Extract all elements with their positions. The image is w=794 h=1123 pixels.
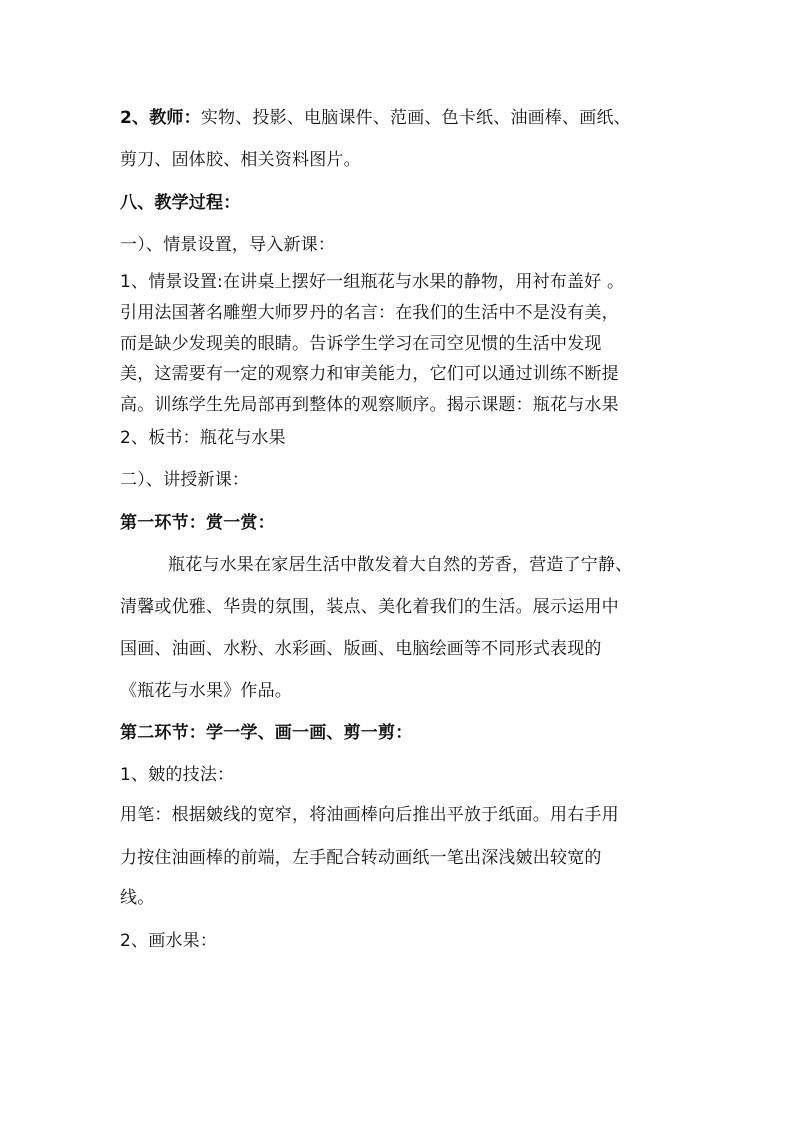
stage1-paragraph-line: 《瓶花与水果》作品。 <box>120 681 292 701</box>
stage2-brush-paragraph-line: 线。 <box>120 888 155 908</box>
part1-paragraph-line: 美，这需要有一定的观察力和审美能力，它们可以通过训练不断提 <box>120 364 619 384</box>
part1-blackboard-item: 2、板书：瓶花与水果 <box>120 428 286 448</box>
part1-paragraph-line: 而是缺少发现美的眼睛。告诉学生学习在司空见惯的生活中发现 <box>120 334 602 354</box>
teacher-materials-line-1 <box>120 108 631 128</box>
stage1-paragraph-line: 瓶花与水果在家居生活中散发着大自然的芳香，营造了宁静、 <box>168 555 633 575</box>
teacher-label: 2、教师： <box>120 108 201 128</box>
teacher-materials-text-1: 实物、投影、电脑课件、范画、色卡纸、油画棒、画纸、 <box>200 108 631 128</box>
part1-paragraph-line: 1、情景设置:在讲桌上摆好一组瓶花与水果的静物，用衬布盖好 。 <box>120 272 625 292</box>
stage2-heading: 第二环节：学一学、画一画、剪一剪： <box>120 723 413 743</box>
stage2-technique-item: 1、皴的技法： <box>120 765 235 785</box>
part1-paragraph-line: 高。训练学生先局部再到整体的观察顺序。揭示课题：瓶花与水果 <box>120 395 619 415</box>
stage2-brush-paragraph-line: 用笔：根据皴线的宽窄，将油画棒向后推出平放于纸面。用右手用 <box>120 805 619 825</box>
stage2-brush-paragraph-line: 力按住油画棒的前端，左手配合转动画纸一笔出深浅皴出较宽的 <box>120 848 602 868</box>
teacher-materials-line-2: 剪刀、固体胶、相关资料图片。 <box>120 150 361 170</box>
stage1-paragraph-line: 国画、油画、水粉、水彩画、版画、电脑绘画等不同形式表现的 <box>120 639 602 659</box>
stage2-fruit-item: 2、画水果： <box>120 931 218 951</box>
part1-paragraph-line: 引用法国著名雕塑大师罗丹的名言：在我们的生活中不是没有美， <box>120 303 619 323</box>
stage1-paragraph-line: 清馨或优雅、华贵的氛围，装点、美化着我们的生活。展示运用中 <box>120 597 619 617</box>
part1-heading: 一）、情景设置，导入新课： <box>120 235 336 255</box>
part2-heading: 二）、讲授新课： <box>120 470 250 490</box>
stage1-heading: 第一环节：赏一赏： <box>120 513 275 533</box>
section-heading-teaching-process: 八、教学过程： <box>120 193 241 213</box>
